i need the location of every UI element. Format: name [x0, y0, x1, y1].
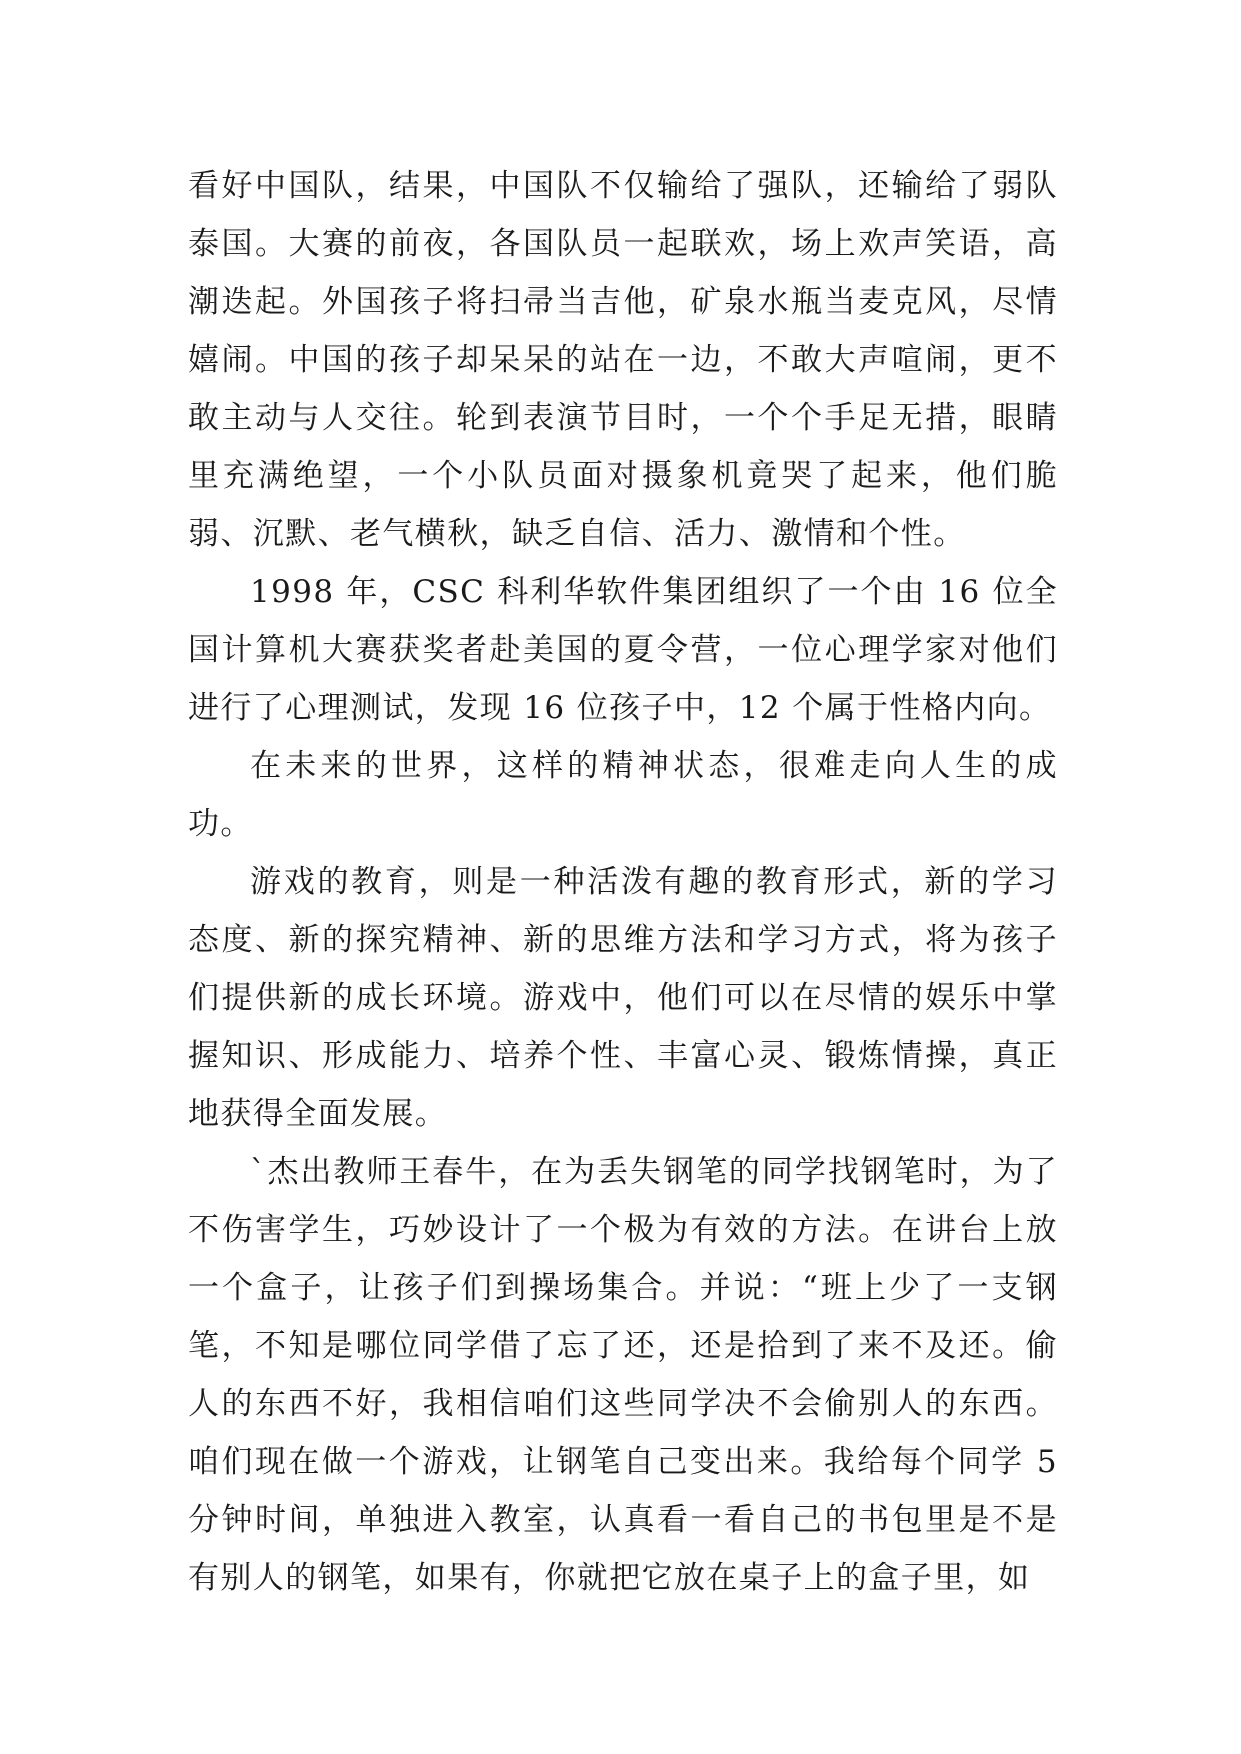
document-body [188, 157, 1058, 1607]
paragraph-2: 1998 年，CSC 科利华软件集团组织了一个由 16 位全国计算机大赛获奖者赴美国的夏令营，一位心理学家对他们进行了心理测试，发现 16 位孩子中，12 个属于性格内向。 [188, 574, 1058, 726]
paragraph-3: 在未来的世界，这样的精神状态，很难走向人生的成功。 [188, 748, 1058, 842]
paragraph-1: 看好中国队，结果，中国队不仅输给了强队，还输给了弱队泰国。大赛的前夜，各国队员一起联欢，场上欢声笑语，高潮迭起。外国孩子将扫帚当吉他，矿泉水瓶当麦克风，尽情嬉闹。中国的孩子却呆呆的站在一边，不敢大声喧闹，更不敢主动与人交往。轮到表演节目时，一个个手足无措，眼睛里充满绝望，一个小队员面对摄象机竟哭了起来，他们脆弱、沉默、老气横秋，缺乏自信、活力、激情和个性。 [188, 168, 1058, 552]
paragraph-5: `杰出教师王春牛，在为丢失钢笔的同学找钢笔时，为了不伤害学生，巧妙设计了一个极为有效的方法。在讲台上放一个盒子，让孩子们到操场集合。并说：“班上少了一支钢笔，不知是哪位同学借了忘了还，还是拾到了来不及还。偷人的东西不好，我相信咱们这些同学决不会偷别人的东西。咱们现在做一个游戏，让钢笔自己变出来。我给每个同学 5 分钟时间，单独进入教室，认真看一看自己的书包里是不是有别人的钢笔，如果有，你就把它放在桌子上的盒子里，如 [188, 1154, 1058, 1596]
paragraph-4: 游戏的教育，则是一种活泼有趣的教育形式，新的学习态度、新的探究精神、新的思维方法和学习方式，将为孩子们提供新的成长环境。游戏中，他们可以在尽情的娱乐中掌握知识、形成能力、培养个性、丰富心灵、锻炼情操，真正地获得全面发展。 [188, 864, 1058, 1132]
